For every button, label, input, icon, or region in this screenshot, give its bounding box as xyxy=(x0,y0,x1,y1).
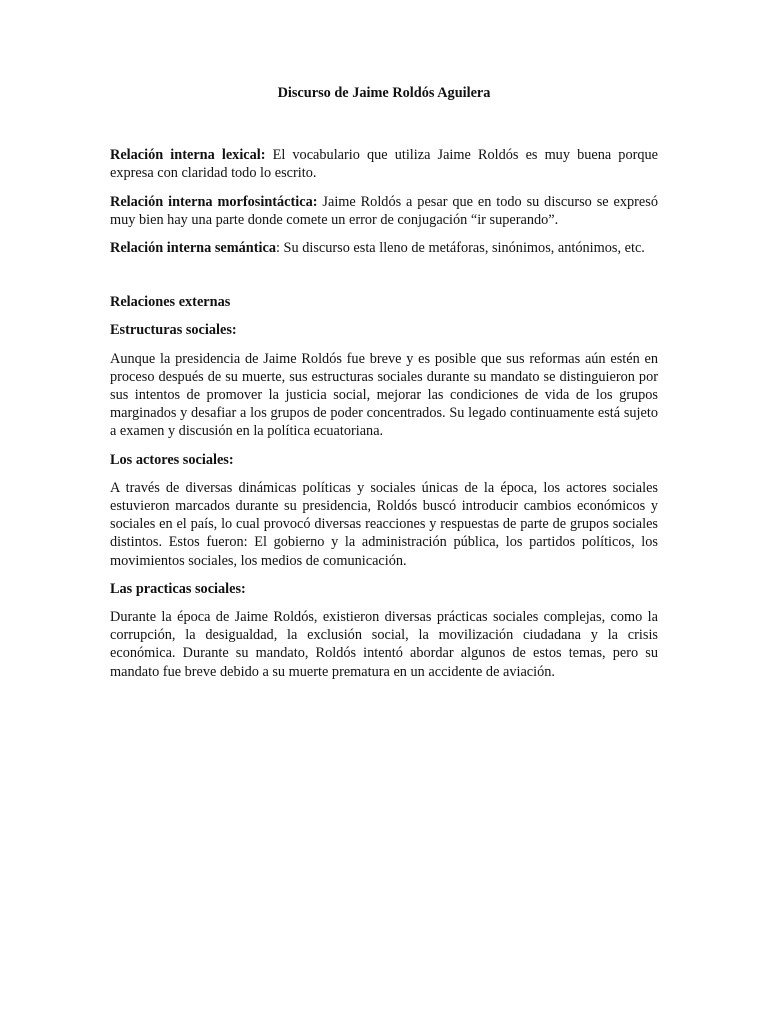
text-semantic: : Su discurso esta lleno de metáforas, sinónimos, antónimos, etc. xyxy=(275,240,645,257)
section-text-structures: Aunque la presidencia de Jaime Roldós fue breve y es posible que sus reformas aún estén en proceso después de su muerte, sus estructuras sociales durante su mandato se distinguieron por sus intentos de promover la justicia social, mejorar las condiciones de vida de los grupos marginados y desafiar a los grupos de poder concentrados. Su legado continuamente está sujeto a examen y discusión en la política ecuatoriana. xyxy=(110,350,658,440)
external-relations-heading: Relaciones externas xyxy=(110,294,231,311)
section-heading-actors: Los actores sociales: xyxy=(110,451,234,468)
label-lexical: Relación interna lexical: xyxy=(110,147,266,164)
document-page xyxy=(110,84,658,691)
text-lexical: El vocabulario que utiliza Jaime Roldós es muy buena porque expresa con claridad todo lo escrito. xyxy=(110,147,658,182)
paragraph-morphosyntactic xyxy=(110,193,658,229)
document-title: Discurso de Jaime Roldós Aguilera xyxy=(277,85,491,101)
section-text-actors: A través de diversas dinámicas políticas y sociales únicas de la época, los actores sociales estuvieron marcados durante su presidencia, Roldós buscó introducir cambios económicos y sociales en el país, lo cual provocó diversas reacciones y respuestas de parte de grupos sociales distintos. Estos fueron: El gobierno y la administración pública, los partidos políticos, los movimientos sociales, los medios de comunicación. xyxy=(110,479,658,569)
paragraph-semantic xyxy=(110,239,658,257)
label-semantic: Relación interna semántica xyxy=(110,240,276,257)
section-heading-structures: Estructuras sociales: xyxy=(110,322,237,339)
section-spacer xyxy=(110,267,658,293)
paragraph-lexical xyxy=(110,146,658,182)
section-heading-practices: Las practicas sociales: xyxy=(110,580,246,597)
label-morphosyntactic: Relación interna morfosintáctica: xyxy=(110,193,318,210)
section-text-practices: Durante la época de Jaime Roldós, existieron diversas prácticas sociales complejas, como la corrupción, la desigualdad, la exclusión social, la movilización ciudadana y la crisis económica. Durante su mandato, Roldós intentó abordar algunos de estos temas, pero su mandato fue breve debido a su muerte prematura en un accidente de aviación. xyxy=(110,609,658,680)
text-morphosyntactic: Jaime Roldós a pesar que en todo su discurso se expresó muy bien hay una parte donde comete un error de conjugación “ir superando”. xyxy=(110,193,658,228)
